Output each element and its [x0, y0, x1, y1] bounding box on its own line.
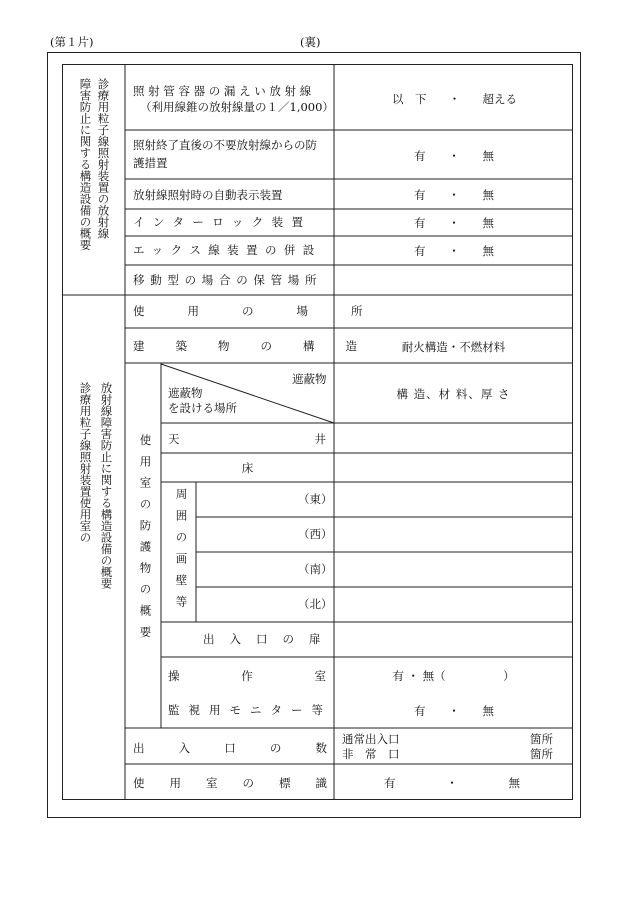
- option: 有: [414, 704, 426, 718]
- diag-top-label: 遮蔽物: [292, 372, 327, 386]
- control-room-value: 有 ・ 無（ ）: [392, 669, 515, 683]
- option: 有: [384, 776, 396, 790]
- row-protect-label-1: 照射終了直後の不要放射線からの防: [133, 138, 317, 152]
- label-char: 数: [315, 741, 327, 755]
- diag-bottom-label-1: 遮蔽物: [168, 386, 203, 400]
- floor-label: 床: [241, 461, 254, 475]
- option: 無: [482, 244, 494, 258]
- label-char: 使: [133, 776, 145, 790]
- row-protect-options: [414, 148, 494, 164]
- place-label: 使用の場所: [133, 304, 406, 318]
- entrance-normal-unit: 箇所: [530, 732, 553, 746]
- option: 無: [482, 188, 494, 202]
- spec-header: 構 造、材 料、厚 さ: [396, 387, 511, 401]
- protect-col-label: 使用室の防護物の概要: [138, 434, 153, 647]
- building-value: 耐火構造・不燃材料: [401, 340, 506, 354]
- option: 以 下: [392, 92, 427, 106]
- label-char: の: [242, 776, 254, 790]
- option: 有: [414, 216, 426, 230]
- form-table: [62, 64, 573, 800]
- row-autodisplay-options: [414, 187, 494, 203]
- label-char: 井: [314, 432, 326, 446]
- row-xray-label: エックス線装置の併設: [133, 243, 322, 257]
- option: 有: [414, 149, 426, 163]
- option: 無: [482, 149, 494, 163]
- option-sep: ・: [446, 776, 458, 790]
- sign-label: [133, 775, 327, 791]
- label-char: 操: [168, 669, 180, 683]
- building-label: 建築物の構造: [133, 339, 388, 353]
- label-text: 放射線照射時の自動表示装置: [133, 188, 283, 202]
- option-sep: ・: [448, 92, 461, 106]
- label-char: の: [269, 741, 282, 755]
- section2-title-a: 放射線障害防止に関する構造設備の概要: [99, 382, 114, 589]
- ceiling-label: [168, 431, 326, 447]
- section1-title-b: 障害防止に関する構造設備の概要: [78, 78, 93, 251]
- diag-bottom-label-2: を設ける場所: [168, 401, 237, 415]
- wall-east: （東）: [298, 492, 333, 506]
- section2-title-b: 診療用粒子線照射装置使用室の: [78, 382, 93, 543]
- label-char: 入: [178, 741, 191, 755]
- entrance-normal: 通常出入口: [342, 732, 400, 746]
- label-char: 出: [133, 741, 145, 755]
- sign-options: [384, 775, 520, 791]
- row-leakage-label-2: （利用線錐の放射線量の１／1,000）: [140, 100, 334, 114]
- entrance-label: [133, 740, 327, 756]
- option: 有: [414, 244, 426, 258]
- entrance-emergency-unit: 箇所: [530, 747, 553, 761]
- sheet-label: (第１片): [50, 35, 94, 49]
- row-interlock-label: インターロック装置: [133, 215, 312, 229]
- label-char: 室: [206, 776, 218, 790]
- option-sep: ・: [448, 188, 460, 202]
- entrance-emergency: 非 常 口: [342, 747, 400, 761]
- row-autodisplay-label: [133, 187, 327, 203]
- row-interlock-options: [414, 215, 494, 231]
- option-sep: ・: [448, 149, 460, 163]
- wall-north: （北）: [298, 597, 333, 611]
- option-sep: ・: [448, 216, 460, 230]
- section1-title-a: 診療用粒子線照射装置の放射線: [96, 78, 111, 239]
- option: 無: [482, 216, 494, 230]
- control-room-label: [168, 668, 326, 684]
- row-protect-label-2: 護措置: [133, 156, 168, 170]
- label-char: 標: [279, 776, 291, 790]
- option: 超える: [482, 92, 517, 106]
- wall-col-label: 周囲の画壁等: [174, 488, 189, 617]
- label-char: 口: [224, 741, 236, 755]
- wall-south: （南）: [298, 562, 333, 576]
- label-char: 用: [169, 776, 181, 790]
- option: 無: [482, 704, 494, 718]
- monitor-options: [414, 703, 494, 719]
- wall-west: （西）: [298, 527, 333, 541]
- row-leakage-options: [392, 91, 517, 107]
- label-char: 室: [314, 669, 326, 683]
- label-char: 識: [315, 776, 327, 790]
- row-leakage-label-1: 照 射 管 容 器 の 漏 え い 放 射 線: [133, 84, 312, 98]
- door-label: 出入口の扉: [203, 632, 336, 646]
- row-storage-label: 移動型の場合の保管場所: [133, 273, 323, 287]
- monitor-label: 監視用モニター等: [168, 703, 332, 717]
- option-sep: ・: [448, 704, 460, 718]
- option-sep: ・: [448, 244, 460, 258]
- option: 有: [414, 188, 426, 202]
- option: 無: [508, 776, 520, 790]
- side-label: (裏): [300, 35, 321, 49]
- label-char: 天: [168, 432, 180, 446]
- row-xray-options: [414, 243, 494, 259]
- label-char: 作: [241, 669, 253, 683]
